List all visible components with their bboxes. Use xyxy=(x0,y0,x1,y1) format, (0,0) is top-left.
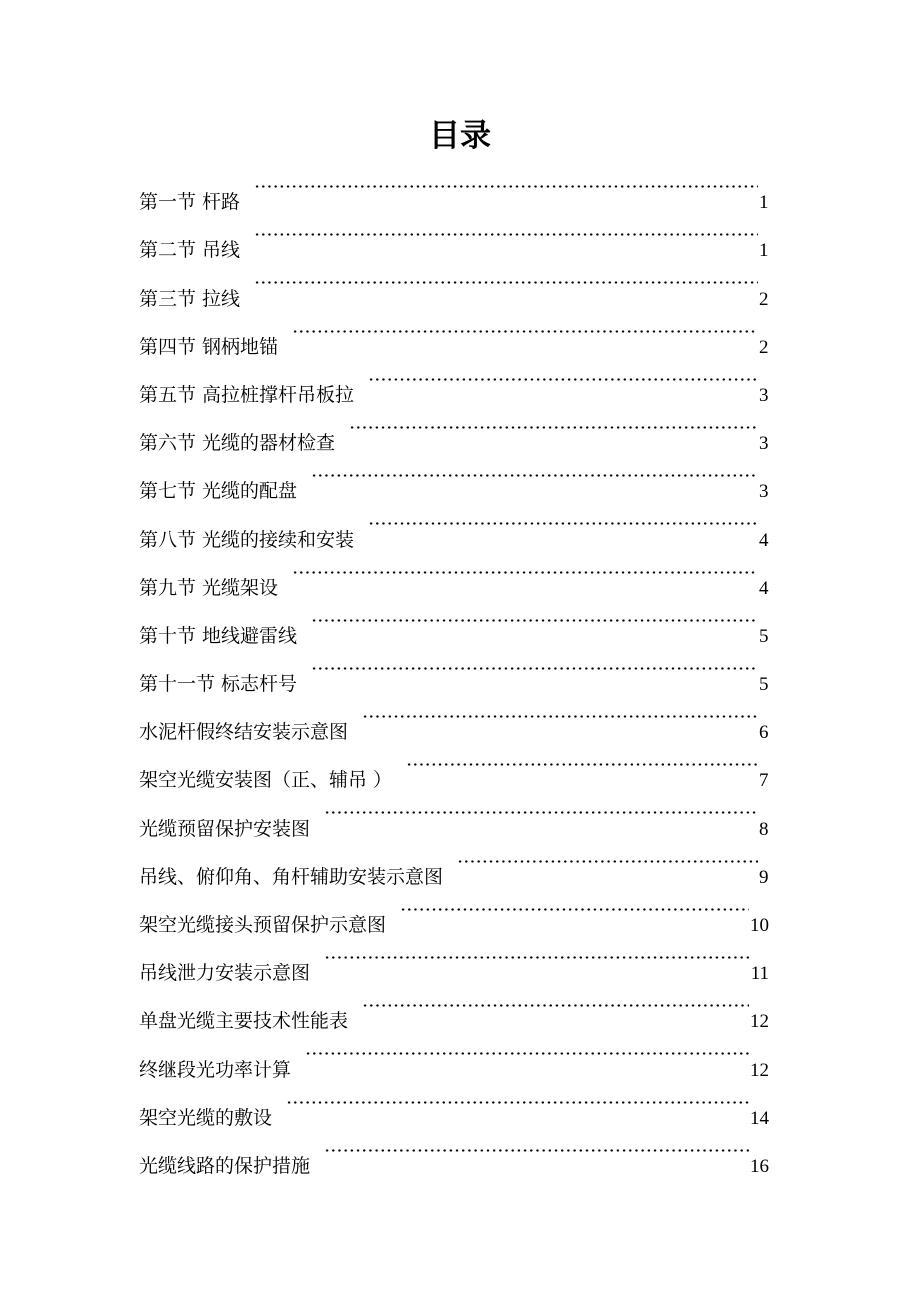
toc-entry-label: 吊线、俯仰角、角杆辅助安装示意图 xyxy=(139,865,444,888)
toc-entry-page-number: 9 xyxy=(759,866,769,888)
toc-entry-page-number: 12 xyxy=(750,1059,769,1081)
toc-entry-label: 架空光缆安装图（正、辅吊 ） xyxy=(139,769,393,792)
toc-entry-label: 第十节 地线避雷线 xyxy=(139,624,298,647)
toc-entry-label: 架空光缆的敷设 xyxy=(139,1106,273,1129)
toc-entry-page-number: 2 xyxy=(759,336,769,358)
page-title: 目录 xyxy=(429,118,491,154)
toc-entry-page-number: 7 xyxy=(759,770,769,792)
toc-entry-page-number: 5 xyxy=(759,625,769,647)
toc-entry-page-number: 16 xyxy=(750,1155,769,1177)
toc-entry-page-number: 5 xyxy=(759,674,769,696)
toc-entry-page-number: 4 xyxy=(759,577,769,599)
toc-entry-page-number: 3 xyxy=(759,433,769,455)
toc-dot-leader xyxy=(362,979,749,1027)
toc-dot-leader xyxy=(292,546,758,594)
toc-entry-page-number: 4 xyxy=(759,529,769,551)
toc-dot-leader xyxy=(292,305,758,353)
toc-entry-label: 光缆线路的保护措施 xyxy=(139,1154,311,1177)
toc-dot-leader xyxy=(311,449,758,497)
toc-entry-page-number: 11 xyxy=(750,963,769,985)
toc-entry-label: 第二节 吊线 xyxy=(139,239,241,262)
toc-entry-label: 第六节 光缆的器材检查 xyxy=(139,432,336,455)
toc-dot-leader xyxy=(311,594,758,642)
toc-dot-leader xyxy=(349,401,758,449)
toc-dot-leader xyxy=(406,738,758,786)
toc-dot-leader xyxy=(457,835,758,883)
toc-entry-page-number: 12 xyxy=(750,1011,769,1033)
toc-entry-label: 水泥杆假终结安装示意图 xyxy=(139,721,349,744)
toc-entry-label: 第八节 光缆的接续和安装 xyxy=(139,528,355,551)
toc-entry-label: 光缆预留保护安装图 xyxy=(139,817,311,840)
toc-dot-leader xyxy=(324,931,750,979)
toc-dot-leader xyxy=(286,1076,749,1124)
toc-dot-leader xyxy=(368,497,758,545)
toc-entry-label: 单盘光缆主要技术性能表 xyxy=(139,1010,349,1033)
toc-entry-label: 架空光缆接头预留保护示意图 xyxy=(139,914,387,936)
toc-entry-label: 第一节 杆路 xyxy=(139,191,241,214)
toc-dot-leader xyxy=(254,208,758,256)
toc-entry-page-number: 1 xyxy=(759,192,769,214)
toc-entry-label: 第十一节 标志杆号 xyxy=(139,673,298,696)
toc-entry-label: 第五节 高拉桩撑杆吊板拉 xyxy=(139,383,355,406)
toc-dot-leader xyxy=(400,883,749,931)
toc-entry-page-number: 3 xyxy=(759,481,769,503)
toc-dot-leader xyxy=(368,353,758,401)
toc-entry-page-number: 14 xyxy=(750,1107,769,1129)
toc-dot-leader xyxy=(311,642,758,690)
toc-entry-page-number: 1 xyxy=(759,240,769,262)
toc-entry-label: 吊线泄力安装示意图 xyxy=(139,962,311,985)
toc-entry-page-number: 6 xyxy=(759,722,769,744)
toc-entry-label: 第九节 光缆架设 xyxy=(139,576,279,599)
toc-entry-label: 第四节 钢柄地锚 xyxy=(139,335,279,358)
toc-entry-label: 终继段光功率计算 xyxy=(139,1058,292,1081)
toc-entry-label: 第七节 光缆的配盘 xyxy=(139,480,298,503)
toc-entry-label: 第三节 拉线 xyxy=(139,287,241,310)
toc-entry-page-number: 3 xyxy=(759,384,769,406)
toc-dot-leader xyxy=(324,1124,749,1172)
toc-entry[interactable] xyxy=(139,160,769,214)
toc-dot-leader xyxy=(254,160,758,208)
toc-entry-page-number: 10 xyxy=(750,915,769,936)
toc-dot-leader xyxy=(362,690,758,738)
table-of-contents xyxy=(139,160,769,1177)
toc-entry-page-number: 8 xyxy=(759,818,769,840)
toc-entry-page-number: 2 xyxy=(759,288,769,310)
toc-dot-leader xyxy=(254,256,758,304)
toc-dot-leader xyxy=(324,786,758,834)
toc-dot-leader xyxy=(305,1027,749,1075)
